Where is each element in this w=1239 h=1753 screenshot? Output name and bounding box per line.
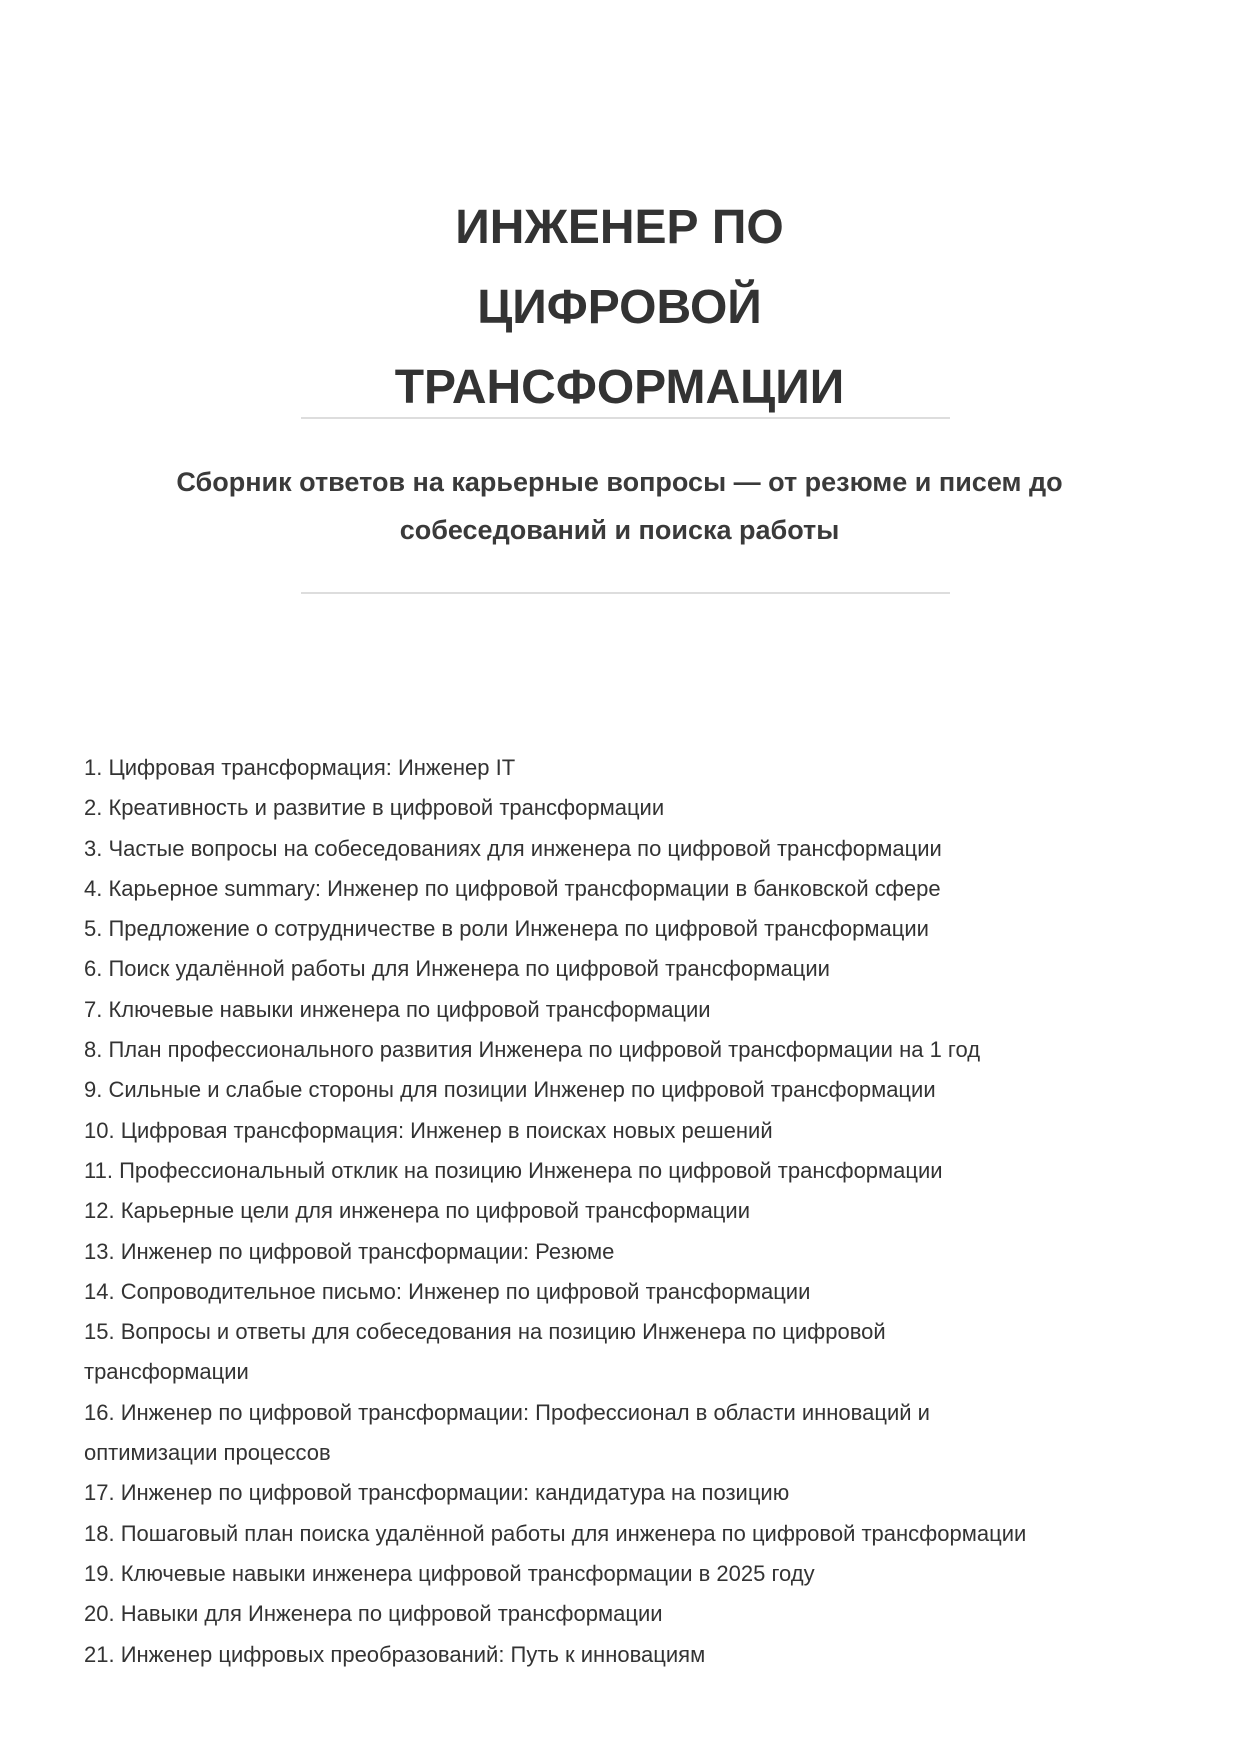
document-subtitle: Сборник ответов на карьерные вопросы — от резюме и писем до собеседований и поиска работы (176, 467, 1063, 545)
divider-bottom (301, 592, 950, 594)
table-of-contents (84, 748, 1159, 1675)
toc-item[interactable]: 5. Предложение о сотрудничестве в роли Инженера по цифровой трансформации (84, 916, 929, 942)
toc-item[interactable]: 7. Ключевые навыки инженера по цифровой трансформации (84, 996, 711, 1022)
toc-item[interactable]: 8. План профессионального развития Инженера по цифровой трансформации на 1 год (84, 1037, 981, 1063)
toc-item[interactable]: 11. Профессиональный отклик на позицию Инженера по цифровой трансформации (84, 1157, 943, 1183)
toc-item[interactable]: 12. Карьерные цели для инженера по цифровой трансформации (84, 1198, 750, 1224)
toc-item[interactable]: 21. Инженер цифровых преобразований: Путь к инновациям (84, 1641, 706, 1667)
document-title: ИНЖЕНЕР ПО ЦИФРОВОЙ ТРАНСФОРМАЦИИ (394, 201, 845, 414)
divider-top (301, 417, 950, 419)
toc-item[interactable]: 3. Частые вопросы на собеседованиях для инженера по цифровой трансформации (84, 835, 942, 861)
toc-item[interactable]: 16. Инженер по цифровой трансформации: Профессионал в области инноваций и оптимизации процессов (84, 1399, 930, 1466)
toc-item[interactable]: 4. Карьерное summary: Инженер по цифровой трансформации в банковской сфере (84, 875, 941, 901)
toc-item[interactable]: 19. Ключевые навыки инженера цифровой трансформации в 2025 году (84, 1560, 815, 1586)
toc-item[interactable]: 6. Поиск удалённой работы для Инженера по цифровой трансформации (84, 956, 830, 982)
toc-item[interactable]: 9. Сильные и слабые стороны для позиции Инженер по цифровой трансформации (84, 1077, 936, 1103)
toc-item[interactable]: 10. Цифровая трансформация: Инженер в поисках новых решений (84, 1117, 773, 1143)
toc-item[interactable]: 1. Цифровая трансформация: Инженер IT (84, 755, 516, 780)
toc-item[interactable]: 2. Креативность и развитие в цифровой трансформации (84, 795, 665, 821)
toc-item[interactable]: 14. Сопроводительное письмо: Инженер по цифровой трансформации (84, 1278, 811, 1304)
toc-item[interactable]: 17. Инженер по цифровой трансформации: кандидатура на позицию (84, 1480, 790, 1506)
toc-item[interactable]: 20. Навыки для Инженера по цифровой трансформации (84, 1601, 663, 1627)
toc-item[interactable]: 18. Пошаговый план поиска удалённой работы для инженера по цифровой трансформации (84, 1520, 1027, 1546)
toc-item[interactable]: 15. Вопросы и ответы для собеседования на позицию Инженера по цифровой трансформации (84, 1319, 886, 1385)
toc-item[interactable]: 13. Инженер по цифровой трансформации: Резюме (84, 1238, 615, 1264)
